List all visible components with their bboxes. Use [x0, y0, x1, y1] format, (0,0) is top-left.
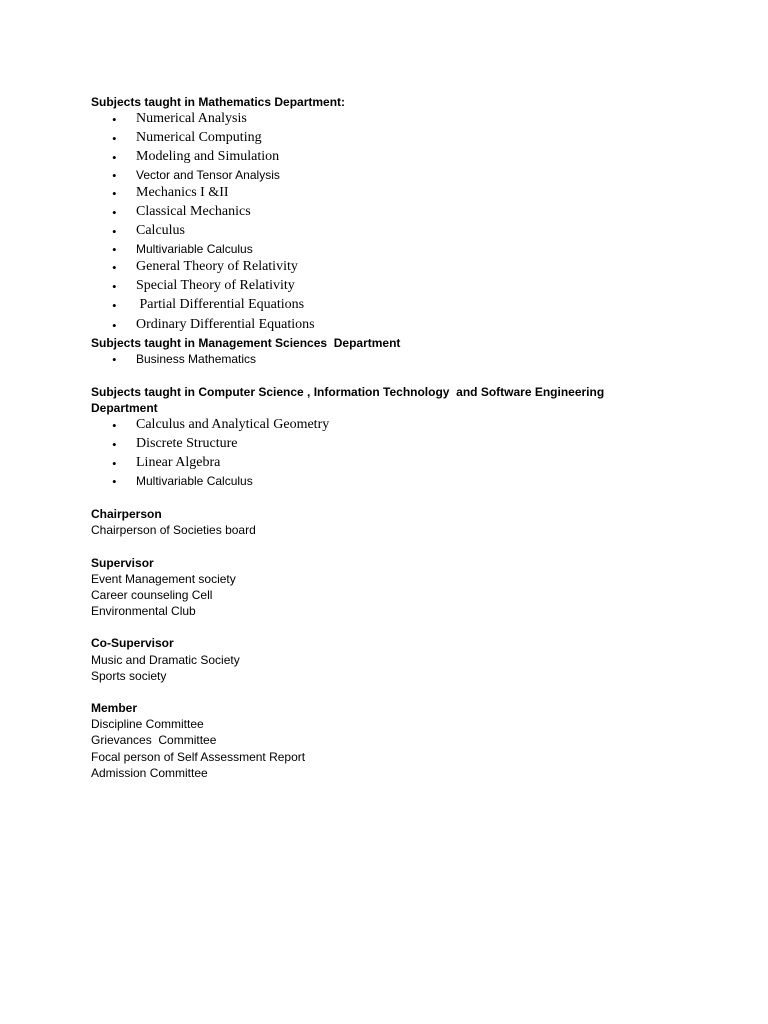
co-supervisor-line: Music and Dramatic Society [91, 653, 240, 667]
bullet: • [112, 112, 117, 127]
list-item: Multivariable Calculus [136, 474, 253, 488]
chairperson-title: Chairperson [91, 507, 162, 521]
bullet: • [112, 168, 117, 183]
supervisor-line: Career counseling Cell [91, 588, 213, 602]
member-title: Member [91, 701, 138, 715]
supervisor-line: Environmental Club [91, 604, 196, 618]
bullet: • [112, 131, 117, 146]
cs-heading-line2: Department [91, 401, 158, 415]
bullet: • [112, 242, 117, 257]
list-item: Calculus [136, 223, 185, 238]
supervisor-line: Event Management society [91, 572, 236, 586]
list-item: Ordinary Differential Equations [136, 317, 315, 332]
chairperson-line: Chairperson of Societies board [91, 523, 256, 537]
bullet: • [112, 418, 117, 433]
list-item: Vector and Tensor Analysis [136, 168, 280, 182]
supervisor-title: Supervisor [91, 556, 154, 570]
member-line: Grievances Committee [91, 733, 217, 747]
member-line: Discipline Committee [91, 717, 204, 731]
bullet: • [112, 474, 117, 489]
bullet: • [112, 318, 117, 333]
member-line: Focal person of Self Assessment Report [91, 750, 306, 764]
list-item: Mechanics I &II [136, 185, 229, 200]
bullet: • [112, 260, 117, 275]
math-heading: Subjects taught in Mathematics Department: [91, 95, 346, 109]
co-supervisor-title: Co-Supervisor [91, 636, 174, 650]
bullet: • [112, 298, 117, 313]
list-item: General Theory of Relativity [136, 259, 298, 274]
list-item: Numerical Computing [136, 130, 262, 145]
list-item: Modeling and Simulation [136, 149, 280, 164]
bullet: • [112, 437, 117, 452]
list-item: Business Mathematics [136, 352, 257, 366]
bullet: • [112, 205, 117, 220]
list-item: Partial Differential Equations [136, 297, 305, 312]
list-item: Discrete Structure [136, 436, 238, 451]
management-heading: Subjects taught in Management Sciences Department [91, 336, 401, 350]
bullet: • [112, 150, 117, 165]
bullet: • [112, 456, 117, 471]
member-line: Admission Committee [91, 766, 208, 780]
list-item: Calculus and Analytical Geometry [136, 417, 330, 432]
bullet: • [112, 224, 117, 239]
list-item: Multivariable Calculus [136, 242, 253, 256]
bullet: • [112, 352, 117, 367]
list-item: Special Theory of Relativity [136, 278, 295, 293]
list-item: Linear Algebra [136, 455, 221, 470]
bullet: • [112, 279, 117, 294]
list-item: Numerical Analysis [136, 111, 247, 126]
co-supervisor-line: Sports society [91, 669, 167, 683]
list-item: Classical Mechanics [136, 204, 251, 219]
bullet: • [112, 186, 117, 201]
cs-heading-line1: Subjects taught in Computer Science , Information Technology and Software Engineering [91, 385, 605, 399]
